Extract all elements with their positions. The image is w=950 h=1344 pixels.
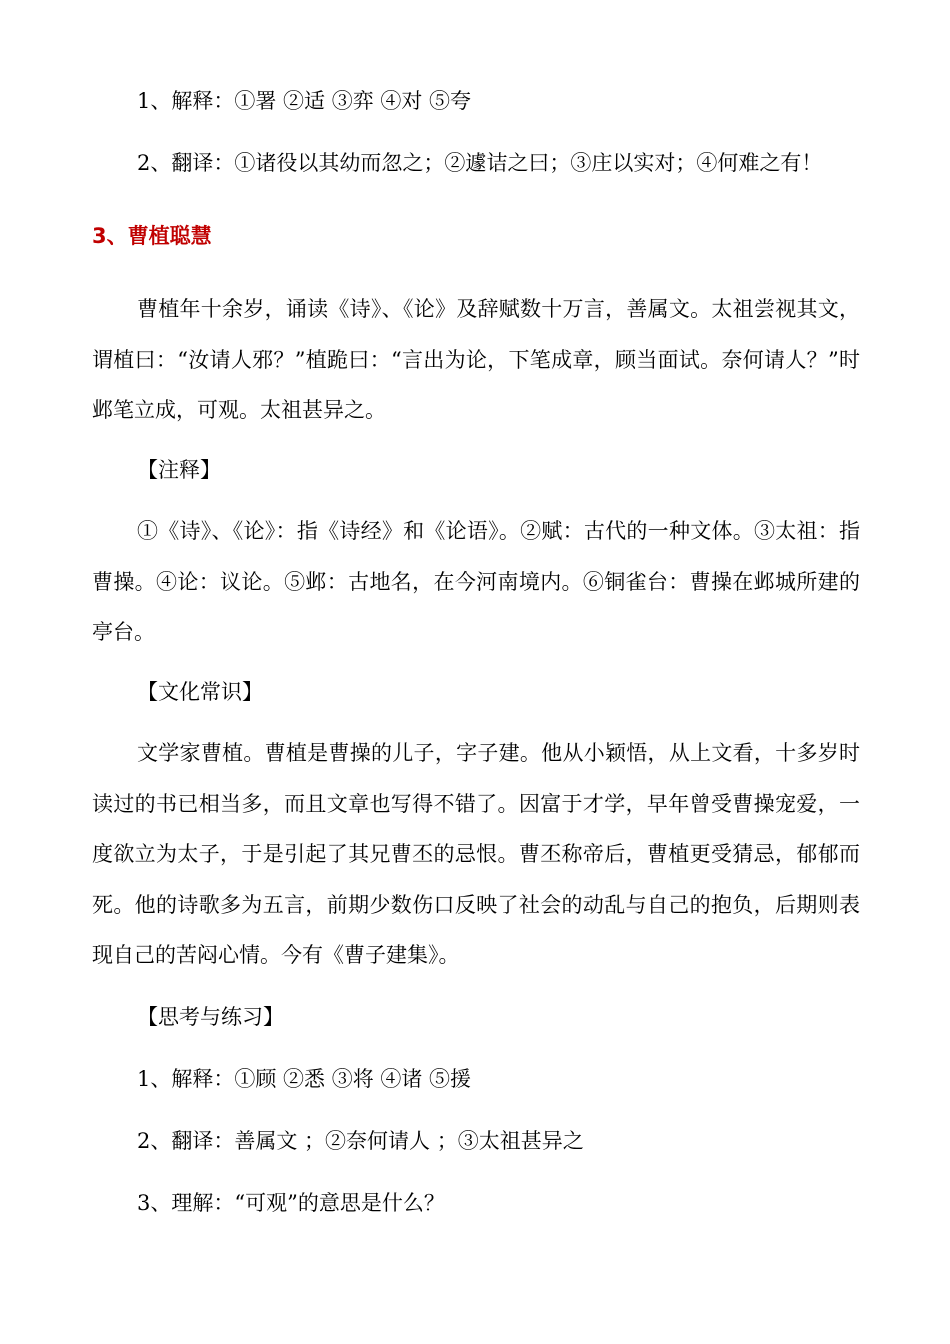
exercise-translate-prev: 2、翻译：①诸役以其幼而忽之；②遽诘之曰；③庄以实对；④何难之有！: [137, 151, 823, 175]
exercises-heading: 【思考与练习】: [137, 1005, 284, 1029]
notes-heading: 【注释】: [137, 458, 221, 482]
notes-text: ①《诗》、《论》：指《诗经》和《论语》。②赋：古代的一种文体。③太祖：指曹操。④论：议论。⑤邺：古地名，在今河南境内。⑥铜雀台：曹操在邺城所建的亭台。: [92, 519, 860, 644]
exercise-understand: 3、理解：“可观”的意思是什么？: [137, 1191, 445, 1215]
culture-heading: 【文化常识】: [137, 680, 263, 704]
exercise-explain-prev: 1、解释：①署 ②适 ③弈 ④对 ⑤夸: [137, 89, 472, 113]
culture-text: 文学家曹植。曹植是曹操的儿子，字子建。他从小颖悟，从上文看，十多岁时读过的书已相当多，而且文章也写得不错了。因富于才学，早年曾受曹操宠爱，一度欲立为太子，于是引起了其兄曹丕的忌恨。曹丕称帝后，曹植更受猜忌，郁郁而死。他的诗歌多为五言，前期少数伤口反映了社会的动乱与自己的抱负，后期则表现自己的苦闷心情。今有《曹子建集》。: [92, 741, 860, 967]
exercise-translate: 2、翻译：善属文 ；②奈何请人 ；③太祖甚异之: [137, 1129, 584, 1153]
exercise-explain: 1、解释：①顾 ②悉 ③将 ④诸 ⑤援: [137, 1067, 472, 1091]
section-title: 3、曹植聪慧: [92, 224, 212, 248]
story-text: 曹植年十余岁，诵读《诗》、《论》及辞赋数十万言，善属文。太祖尝视其文，谓植曰：“汝请人邪？”植跪曰：“言出为论，下笔成章，顾当面试。奈何请人？”时邺笔立成，可观。太祖甚异之。: [92, 297, 860, 422]
